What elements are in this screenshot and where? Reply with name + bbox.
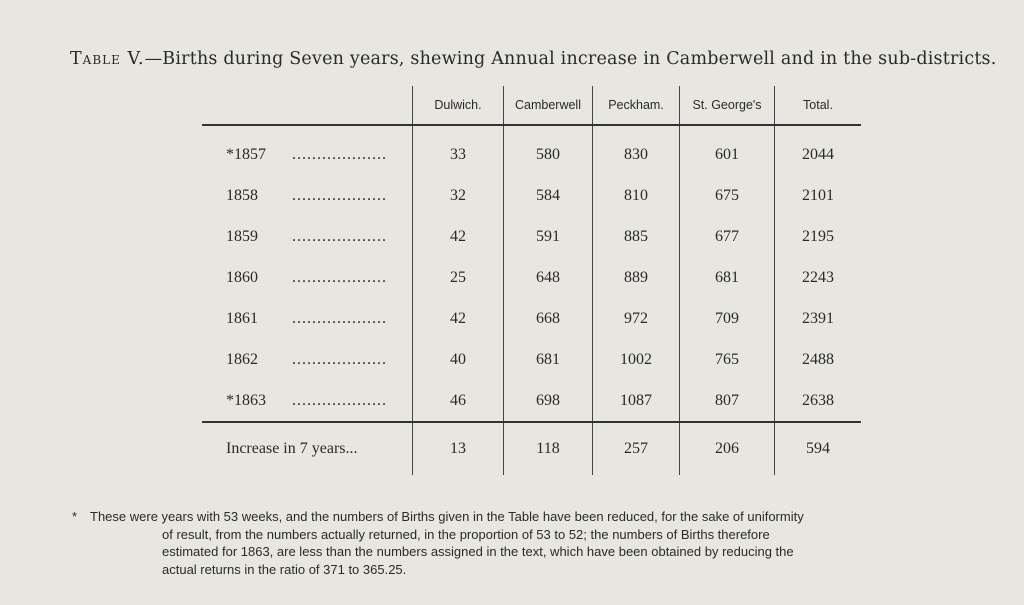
cell-camberwell: 584 bbox=[504, 175, 593, 216]
increase-total: 594 bbox=[775, 422, 862, 475]
cell-dulwich: 42 bbox=[413, 216, 504, 257]
cell-camberwell: 668 bbox=[504, 298, 593, 339]
cell-peckham: 1087 bbox=[593, 380, 680, 422]
footnote-line-1: * These were years with 53 weeks, and the numbers of Births given in the Table have been reduced, for the sake of uniformity bbox=[72, 509, 804, 524]
footnote-line-4: actual returns in the ratio of 371 to 365.25. bbox=[162, 561, 407, 577]
footnote-line-2: of result, from the numbers actually returned, in the proportion of 53 to 52; the numbers of Births therefore bbox=[162, 526, 770, 542]
cell-dulwich: 33 bbox=[413, 125, 504, 175]
cell-total: 2101 bbox=[775, 175, 862, 216]
cell-total: 2044 bbox=[775, 125, 862, 175]
footnote bbox=[72, 508, 1002, 578]
cell-total: 2638 bbox=[775, 380, 862, 422]
cell-peckham: 885 bbox=[593, 216, 680, 257]
table-row bbox=[202, 380, 861, 422]
cell-st-georges: 675 bbox=[680, 175, 775, 216]
table-row bbox=[202, 339, 861, 380]
row-label: 1859 ................... bbox=[226, 227, 387, 245]
header-st-georges: St. George's bbox=[680, 86, 775, 125]
header-peckham: Peckham. bbox=[593, 86, 680, 125]
cell-camberwell: 648 bbox=[504, 257, 593, 298]
table-row bbox=[202, 216, 861, 257]
cell-camberwell: 591 bbox=[504, 216, 593, 257]
cell-total: 2195 bbox=[775, 216, 862, 257]
table-row bbox=[202, 125, 861, 175]
cell-total: 2243 bbox=[775, 257, 862, 298]
cell-dulwich: 42 bbox=[413, 298, 504, 339]
increase-peckham: 257 bbox=[593, 422, 680, 475]
header-total: Total. bbox=[775, 86, 862, 125]
cell-dulwich: 40 bbox=[413, 339, 504, 380]
cell-st-georges: 709 bbox=[680, 298, 775, 339]
row-label: 1861 ................... bbox=[226, 309, 387, 327]
footnote-line-3: estimated for 1863, are less than the numbers assigned in the text, which have been obtained by reducing the bbox=[162, 544, 794, 559]
row-label: *1863 ................... bbox=[226, 391, 387, 409]
increase-camberwell: 118 bbox=[504, 422, 593, 475]
cell-peckham: 830 bbox=[593, 125, 680, 175]
table-row bbox=[202, 257, 861, 298]
cell-camberwell: 681 bbox=[504, 339, 593, 380]
cell-st-georges: 601 bbox=[680, 125, 775, 175]
cell-peckham: 810 bbox=[593, 175, 680, 216]
cell-dulwich: 32 bbox=[413, 175, 504, 216]
cell-dulwich: 25 bbox=[413, 257, 504, 298]
cell-peckham: 889 bbox=[593, 257, 680, 298]
cell-total: 2391 bbox=[775, 298, 862, 339]
cell-dulwich: 46 bbox=[413, 380, 504, 422]
cell-total: 2488 bbox=[775, 339, 862, 380]
cell-st-georges: 765 bbox=[680, 339, 775, 380]
row-label: *1857 ................... bbox=[226, 145, 387, 163]
table-number: Table V. bbox=[70, 49, 145, 69]
table-caption: —Births during Seven years, shewing Annual increase in Camberwell and in the sub-districts. bbox=[144, 49, 997, 69]
row-label: 1862 ................... bbox=[226, 350, 387, 368]
cell-camberwell: 698 bbox=[504, 380, 593, 422]
table-row bbox=[202, 298, 861, 339]
row-label: 1860 ................... bbox=[226, 268, 387, 286]
cell-camberwell: 580 bbox=[504, 125, 593, 175]
increase-row bbox=[202, 422, 861, 475]
table-row bbox=[202, 175, 861, 216]
header-dulwich: Dulwich. bbox=[413, 86, 504, 125]
row-label: 1858 ................... bbox=[226, 186, 387, 204]
cell-st-georges: 677 bbox=[680, 216, 775, 257]
cell-st-georges: 807 bbox=[680, 380, 775, 422]
footnote-asterisk: * bbox=[72, 509, 78, 524]
increase-st-georges: 206 bbox=[680, 422, 775, 475]
cell-peckham: 1002 bbox=[593, 339, 680, 380]
table-title bbox=[70, 49, 1010, 69]
births-table bbox=[202, 86, 861, 475]
increase-label: Increase in 7 years... bbox=[202, 422, 413, 475]
header-row bbox=[202, 86, 861, 125]
header-blank bbox=[202, 86, 413, 125]
cell-peckham: 972 bbox=[593, 298, 680, 339]
cell-st-georges: 681 bbox=[680, 257, 775, 298]
increase-dulwich: 13 bbox=[413, 422, 504, 475]
header-camberwell: Camberwell bbox=[504, 86, 593, 125]
